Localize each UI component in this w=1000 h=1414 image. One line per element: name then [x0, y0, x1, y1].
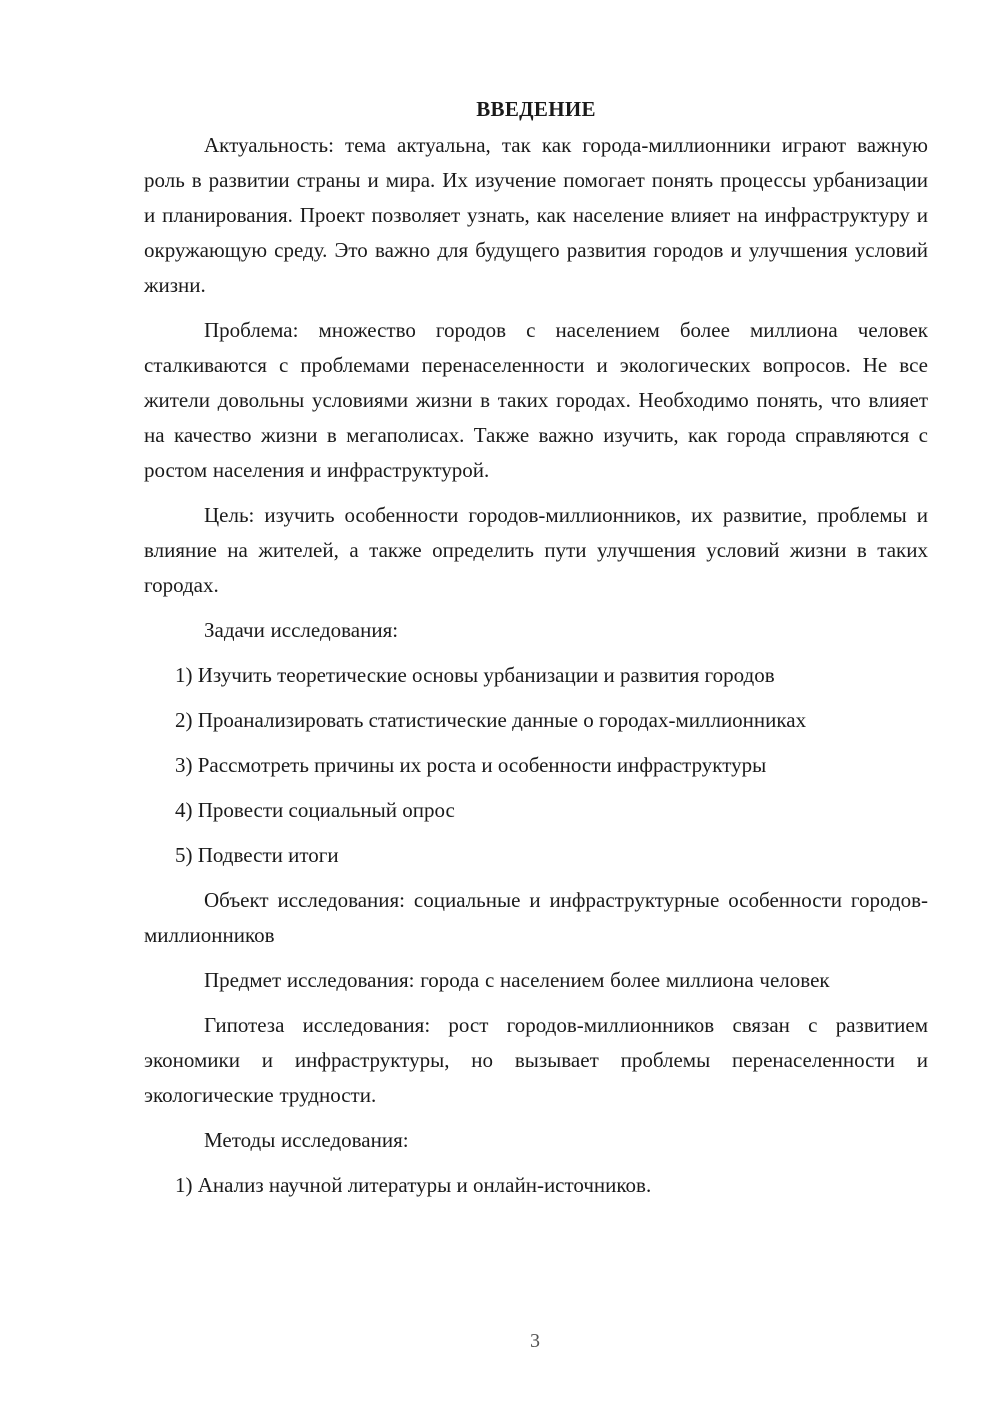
section-heading: ВВЕДЕНИЕ — [476, 97, 596, 121]
tasks-title: Задачи исследования: — [204, 618, 399, 642]
hypothesis-paragraph: Гипотеза исследования: рост городов-миллионников связан с развитием экономики и инфраструктуры, но вызывает проблемы перенаселенности и экологические трудности. — [144, 1013, 928, 1107]
problem-paragraph: Проблема: множество городов с населением более миллиона человек сталкиваются с проблемами перенаселенности и экологических вопросов. Не все жители довольны условиями жизни в таких городах. Необходимо понять, что влияет на качество жизни в мегаполисах. Также важно изучить, как города справляются с ростом населения и инфраструктурой. — [144, 318, 928, 482]
goal-paragraph: Цель: изучить особенности городов-миллионников, их развитие, проблемы и влияние на жителей, а также определить пути улучшения условий жизни в таких городах. — [144, 503, 928, 597]
list-item: 5) Подвести итоги — [175, 843, 339, 867]
methods-list — [144, 1168, 928, 1203]
methods-title: Методы исследования: — [204, 1128, 409, 1152]
tasks-list — [144, 658, 928, 873]
list-item: 3) Рассмотреть причины их роста и особенности инфраструктуры — [175, 753, 767, 777]
list-item: 2) Проанализировать статистические данные о городах-миллионниках — [175, 708, 807, 732]
list-item: 4) Провести социальный опрос — [175, 798, 455, 822]
page-number: 3 — [530, 1330, 540, 1352]
document-page — [144, 92, 928, 1213]
actuality-paragraph: Актуальность: тема актуальна, так как города-миллионники играют важную роль в развитии страны и мира. Их изучение помогает понять процессы урбанизации и планирования. Проект позволяет узнать, как население влияет на инфраструктуру и окружающую среду. Это важно для будущего развития городов и улучшения условий жизни. — [144, 133, 928, 297]
object-paragraph: Объект исследования: социальные и инфраструктурные особенности городов-миллионников — [144, 888, 928, 947]
subject-paragraph: Предмет исследования: города с населением более миллиона человек — [204, 968, 830, 992]
list-item: 1) Изучить теоретические основы урбанизации и развития городов — [175, 663, 775, 687]
list-item: 1) Анализ научной литературы и онлайн-источников. — [175, 1173, 652, 1197]
